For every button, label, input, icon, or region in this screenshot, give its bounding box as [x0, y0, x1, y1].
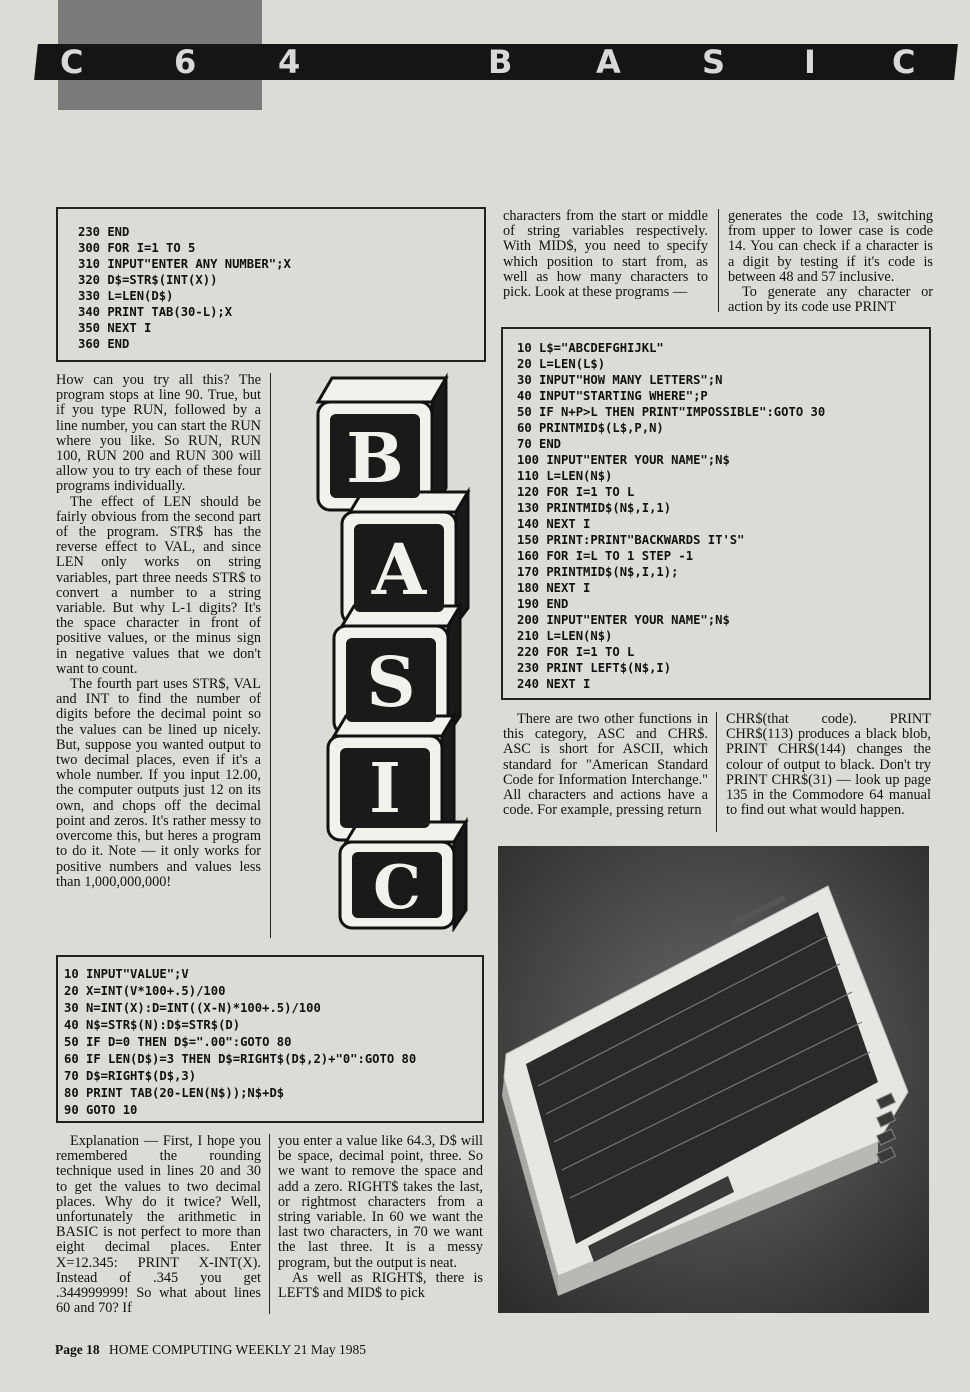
code-line: 110 L=LEN(N$)	[517, 469, 613, 483]
commodore-64-photo	[498, 846, 929, 1313]
article-column-bottom-mid	[278, 1134, 483, 1301]
banner-letter: 4	[278, 43, 301, 81]
code-line: 60 IF LEN(D$)=3 THEN D$=RIGHT$(D$,2)+"0":GOTO 80	[64, 1052, 417, 1066]
code-line: 30 INPUT"HOW MANY LETTERS";N	[517, 373, 723, 387]
code-line: 200 INPUT"ENTER YOUR NAME";N$	[517, 613, 730, 627]
code-line: 60 PRINTMID$(L$,P,N)	[517, 421, 664, 435]
banner-letter: B	[488, 43, 513, 81]
paragraph: How can you try all this? The program stops at line 90. True, but if you type RUN, followed by a line number, you can start the RUN where you like. So RUN, RUN 100, RUN 200 and RUN 300 will allow you to try each of these four programs individually.	[56, 372, 261, 495]
code-line: 170 PRINTMID$(N$,I,1);	[517, 565, 679, 579]
code-line: 90 GOTO 10	[64, 1103, 138, 1117]
code-line: 240 NEXT I	[517, 677, 591, 691]
code-line: 120 FOR I=1 TO L	[517, 485, 635, 499]
banner-letter: 6	[174, 43, 197, 81]
code-line: 10 L$="ABCDEFGHIJKL"	[517, 341, 664, 355]
code-line: 340 PRINT TAB(30-L);X	[78, 305, 233, 319]
banner-letter: C	[892, 43, 916, 81]
code-line: 140 NEXT I	[517, 517, 591, 531]
paragraph: To generate any character or action by its code use PRINT	[728, 284, 933, 316]
code-line: 80 PRINT TAB(20-LEN(N$));N$+D$	[64, 1086, 285, 1100]
code-line: 50 IF D=0 THEN D$=".00":GOTO 80	[64, 1035, 292, 1049]
article-column-mid-lower	[503, 712, 708, 818]
paragraph: The effect of LEN should be fairly obvious from the second part of the program. STR$ has the reverse effect to VAL, and since LEN only works on string variables, part three needs STR$ to convert a number to a string variable. But why L-1 digits? It's the space character in front of positive values, or the minus sign in negative values that we don't want to count.	[56, 493, 261, 677]
column-rule	[718, 209, 719, 312]
article-column-bottom-left	[56, 1134, 261, 1316]
code-line: 220 FOR I=1 TO L	[517, 645, 635, 659]
banner-letter: S	[702, 43, 726, 81]
block-letter: B	[346, 419, 404, 499]
code-line: 20 L=LEN(L$)	[517, 357, 606, 371]
code-listing-1	[56, 207, 486, 362]
code-line: 180 NEXT I	[517, 581, 591, 595]
banner-letter: C	[60, 43, 84, 81]
code-line: 210 L=LEN(N$)	[517, 629, 613, 643]
column-rule	[716, 712, 717, 832]
code-line: 70 D$=RIGHT$(D$,3)	[64, 1069, 197, 1083]
column-rule	[270, 373, 271, 938]
paragraph: As well as RIGHT$, there is LEFT$ and MID$ to pick	[278, 1269, 483, 1302]
code-line: 70 END	[517, 437, 562, 451]
code-line: 10 INPUT"VALUE";V	[64, 967, 189, 981]
code-line: 160 FOR I=L TO 1 STEP -1	[517, 549, 694, 563]
code-line: 300 FOR I=1 TO 5	[78, 241, 196, 255]
page-number: Page 18	[55, 1342, 100, 1357]
banner-letter: A	[596, 43, 621, 81]
code-line: 190 END	[517, 597, 569, 611]
paragraph: Explanation — First, I hope you remembered the rounding technique used in lines 20 and 30 to get the values to two decimal places. Why do it twice? Well, unfortunately the arithmetic in BASIC is not perfect to more than eight decimal places. Enter X=12.345: PRINT X-INT(X). Instead of .345 you get .344999999! So what about lines 60 and 70? If	[56, 1133, 261, 1317]
code-line: 330 L=LEN(D$)	[78, 289, 174, 303]
article-column-mid-top	[503, 209, 708, 300]
code-line: 150 PRINT:PRINT"BACKWARDS IT'S"	[517, 533, 745, 547]
computer-image	[498, 846, 929, 1313]
paragraph: CHR$(that code). PRINT CHR$(113) produces a black blob, PRINT CHR$(144) changes the colour of output to black. Don't try PRINT CHR$(31) — look up page 135 in the Commodore 64 manual to find out what would happen.	[726, 711, 931, 819]
article-column-right-lower	[726, 712, 931, 818]
page-footer	[55, 1342, 366, 1358]
banner-title	[40, 44, 960, 80]
code-listing-2	[501, 327, 931, 700]
basic-blocks-illustration	[296, 372, 480, 932]
block-letter: I	[369, 749, 401, 829]
paragraph: There are two other functions in this category, ASC and CHR$. ASC is short for ASCII, which standard for "American Standard Code for Information Interchange." All characters and actions have a code. For example, pressing return	[503, 711, 708, 819]
code-line: 320 D$=STR$(INT(X))	[78, 273, 218, 287]
code-line: 20 X=INT(V*100+.5)/100	[64, 984, 226, 998]
code-line: 50 IF N+P>L THEN PRINT"IMPOSSIBLE":GOTO 30	[517, 405, 826, 419]
block-letter: S	[366, 643, 416, 723]
code-line: 230 END	[78, 225, 130, 239]
paragraph: The fourth part uses STR$, VAL and INT to find the number of digits before the decimal point so the values can be lined up nicely. But, suppose you wanted output to two decimal places, even if it's a whole number. If you input 12.00, the computer outputs just 12 on its own, and chops off the decimal point and zeros. It's rather messy to overcome this, but heres a program to do it. Note — it only works for positive numbers and values less than 1,000,000,000!	[56, 676, 261, 890]
code-line: 130 PRINTMID$(N$,I,1)	[517, 501, 672, 515]
article-column-right-top	[728, 209, 933, 315]
paragraph: characters from the start or middle of string variables respectively. With MID$, you need to specify which position to start from, as well as how many characters to pick. Look at these programs —	[503, 208, 708, 301]
paragraph: generates the code 13, switching from upper to lower case is code 14. You can check if a character is a digit by testing if it's code is between 48 and 57 inclusive.	[728, 208, 933, 285]
banner-letter: I	[804, 43, 816, 81]
code-line: 100 INPUT"ENTER YOUR NAME";N$	[517, 453, 730, 467]
code-line: 230 PRINT LEFT$(N$,I)	[517, 661, 672, 675]
block-letter: C	[373, 853, 421, 923]
block-letter: A	[371, 528, 427, 611]
code-line: 30 N=INT(X):D=INT((X-N)*100+.5)/100	[64, 1001, 321, 1015]
code-line: 360 END	[78, 337, 130, 351]
code-line: 310 INPUT"ENTER ANY NUMBER";X	[78, 257, 291, 271]
paragraph: you enter a value like 64.3, D$ will be space, decimal point, three. So we want to remove the space and add a zero. RIGHT$ takes the last, or rightmost characters from a string variable. In 60 we want the last two characters, in 70 we want the last three. It is a messy program, but the output is neat.	[278, 1133, 483, 1271]
article-column-left	[56, 373, 261, 890]
code-line: 350 NEXT I	[78, 321, 152, 335]
code-line: 40 N$=STR$(N):D$=STR$(D)	[64, 1018, 241, 1032]
column-rule	[269, 1134, 270, 1314]
code-line: 40 INPUT"STARTING WHERE";P	[517, 389, 708, 403]
publication-info: HOME COMPUTING WEEKLY 21 May 1985	[109, 1342, 367, 1357]
code-listing-3	[56, 955, 484, 1123]
